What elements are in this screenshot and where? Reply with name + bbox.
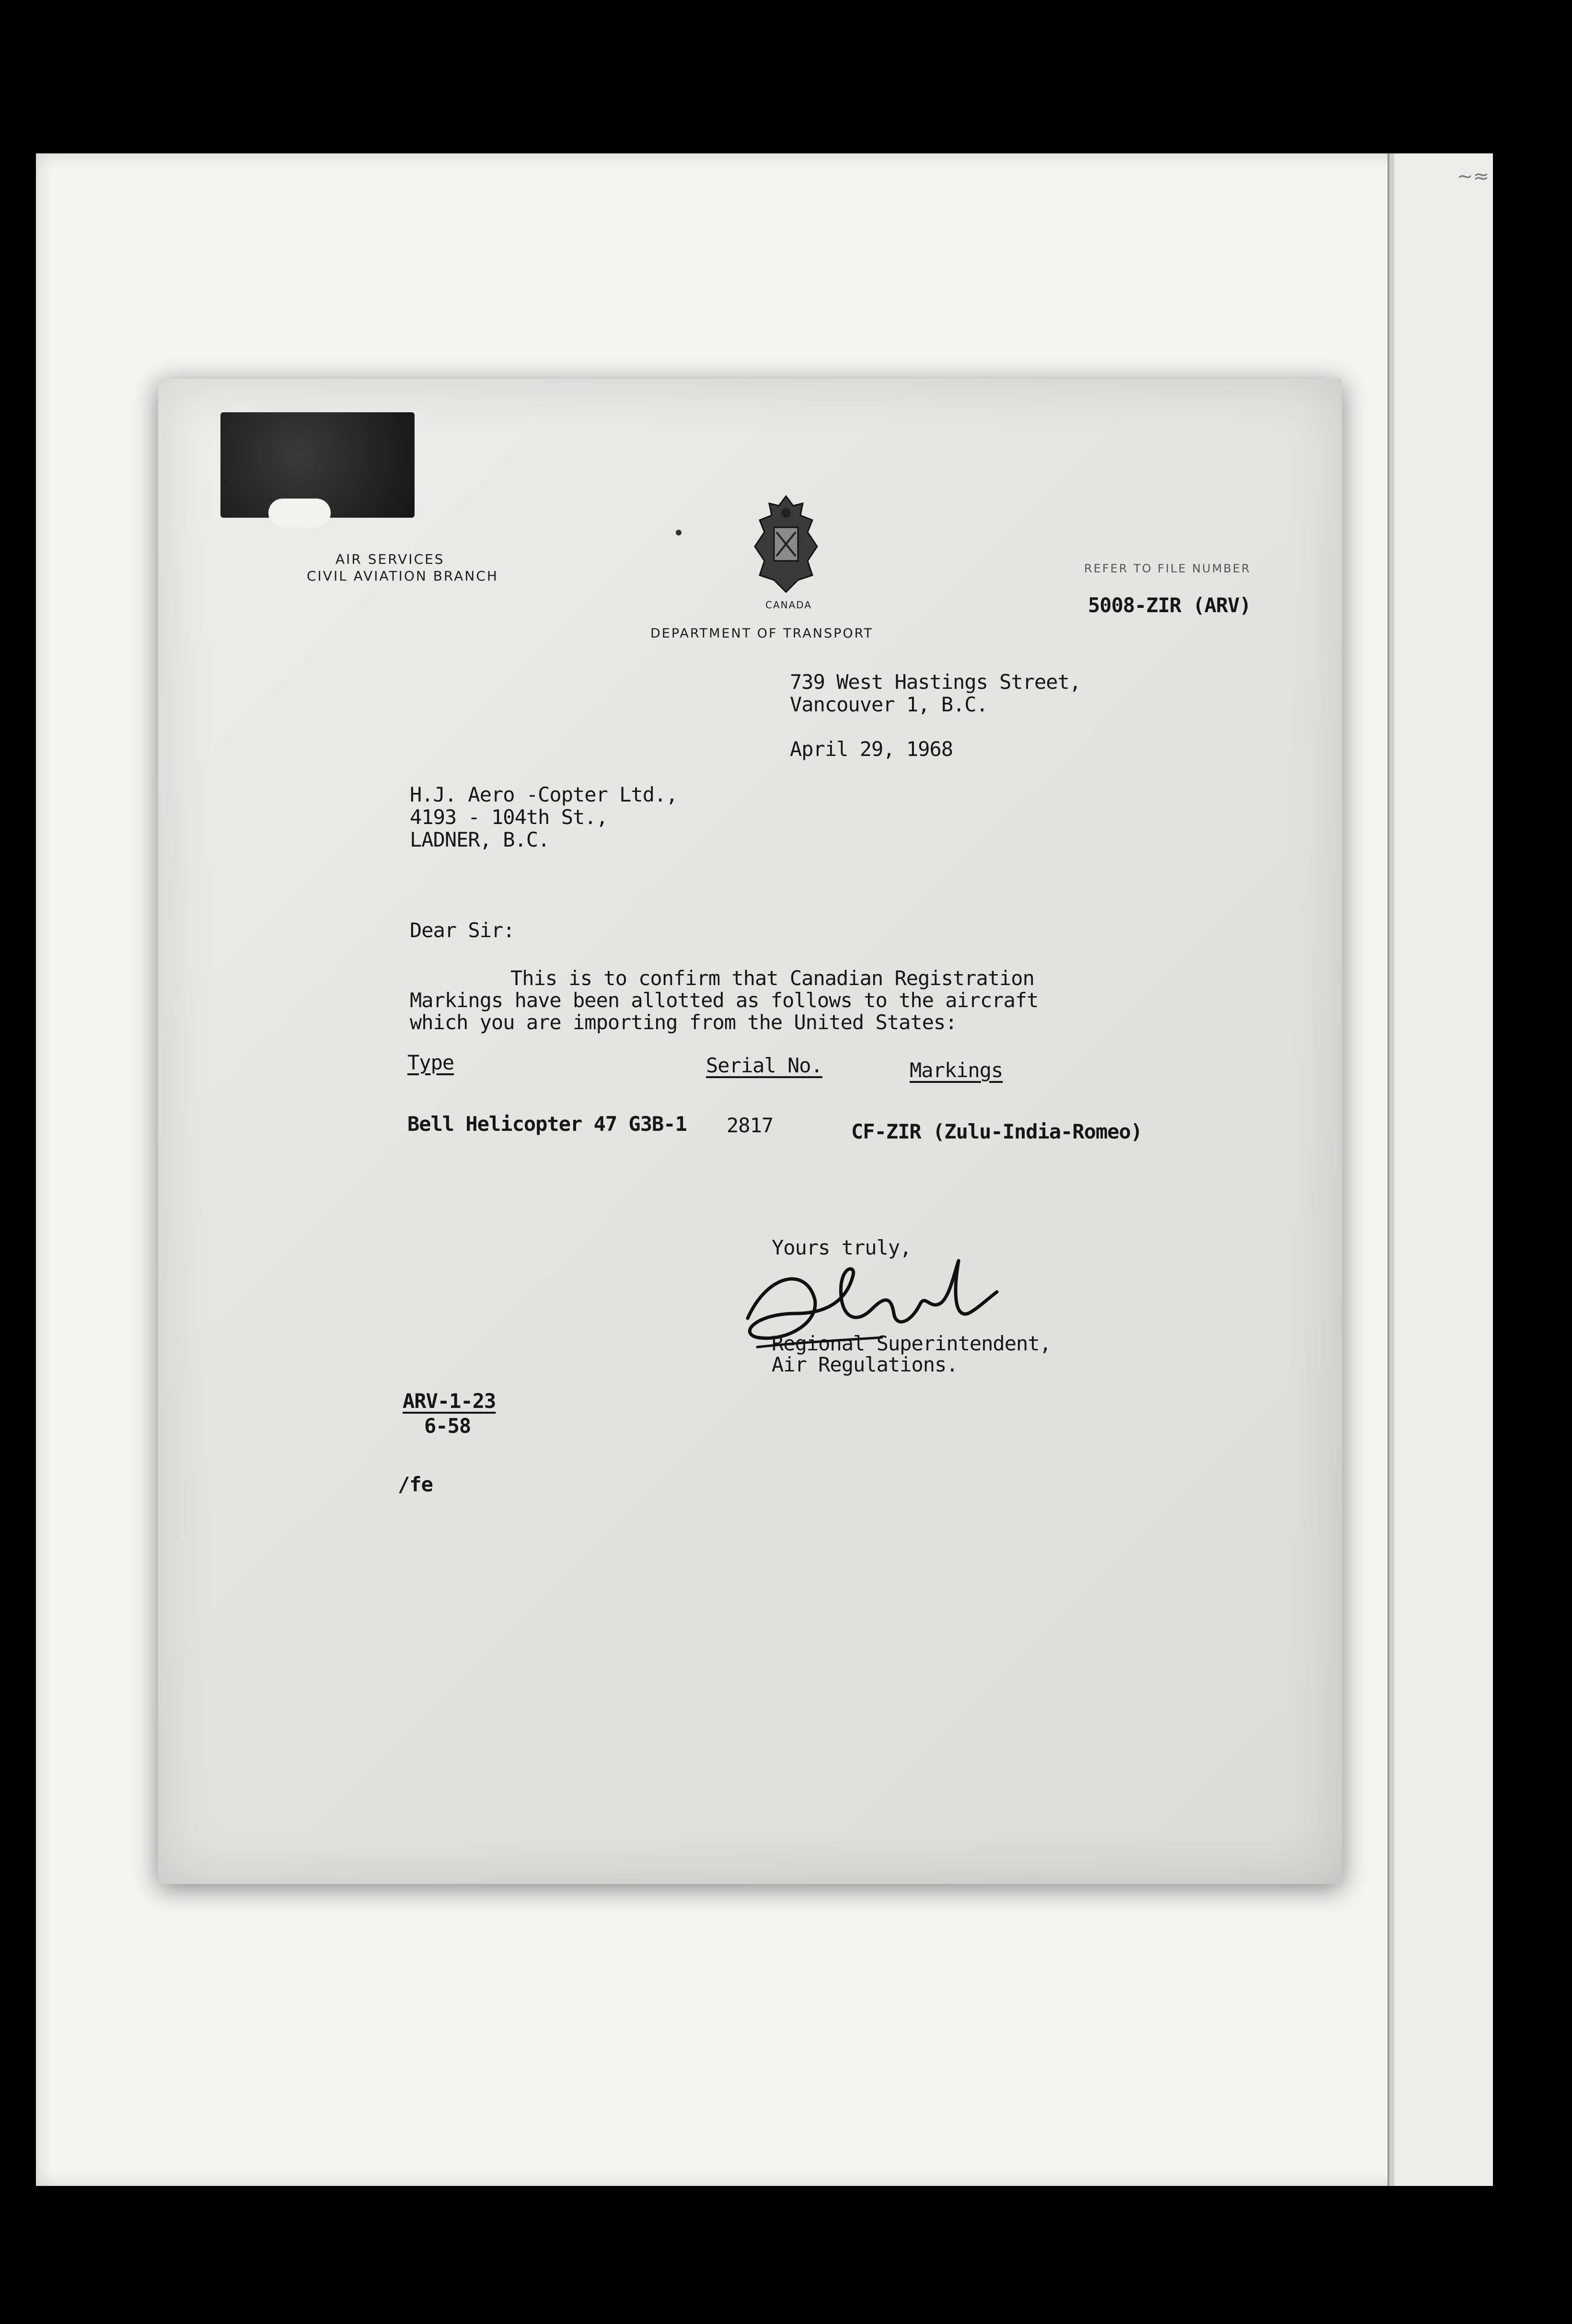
table-header-serial: Serial No. <box>706 1054 822 1077</box>
punch-dot <box>676 530 682 535</box>
file-number: 5008-ZIR (ARV) <box>1088 593 1251 617</box>
body-line3: which you are importing from the United States: <box>410 1011 957 1034</box>
table-cell-type: Bell Helicopter 47 G3B-1 <box>407 1112 687 1136</box>
valediction: Yours truly, <box>772 1236 912 1259</box>
signer-title-line1: Regional Superintendent, <box>772 1332 1051 1355</box>
file-ref-label: REFER TO FILE NUMBER <box>1084 562 1251 575</box>
backing-right-panel <box>1394 153 1493 2186</box>
letter-date: April 29, 1968 <box>790 737 953 761</box>
table-cell-serial: 2817 <box>727 1114 774 1137</box>
table-header-type: Type <box>407 1051 454 1074</box>
pencil-mark: ~≈ <box>1457 165 1490 187</box>
recipient-line2: 4193 - 104th St., <box>410 805 608 829</box>
recipient-line3: LADNER, B.C. <box>410 828 550 851</box>
form-code-line2: 6-58 <box>424 1414 471 1438</box>
body-line2: Markings have been allotted as follows to the aircraft <box>410 988 1039 1012</box>
sender-address-line1: 739 West Hastings Street, <box>790 670 1081 694</box>
crest-caption: CANADA <box>765 599 812 611</box>
redaction-tag <box>268 499 331 527</box>
form-code-line1: ARV-1-23 <box>403 1389 496 1413</box>
body-line1: This is to confirm that Canadian Registration <box>510 966 1034 990</box>
salutation: Dear Sir: <box>410 918 515 942</box>
department-name: DEPARTMENT OF TRANSPORT <box>650 626 873 641</box>
canada-crest-icon <box>750 494 822 594</box>
table-header-markings: Markings <box>910 1058 1003 1082</box>
typist-initials: /fe <box>398 1473 433 1496</box>
branch-line2: CIVIL AVIATION BRANCH <box>307 568 498 584</box>
table-cell-markings: CF-ZIR (Zulu-India-Romeo) <box>851 1120 1143 1143</box>
sender-address-line2: Vancouver 1, B.C. <box>790 693 988 716</box>
branch-line1: AIR SERVICES <box>335 551 445 567</box>
recipient-line1: H.J. Aero -Copter Ltd., <box>410 783 678 806</box>
signer-title-line2: Air Regulations. <box>772 1353 958 1376</box>
